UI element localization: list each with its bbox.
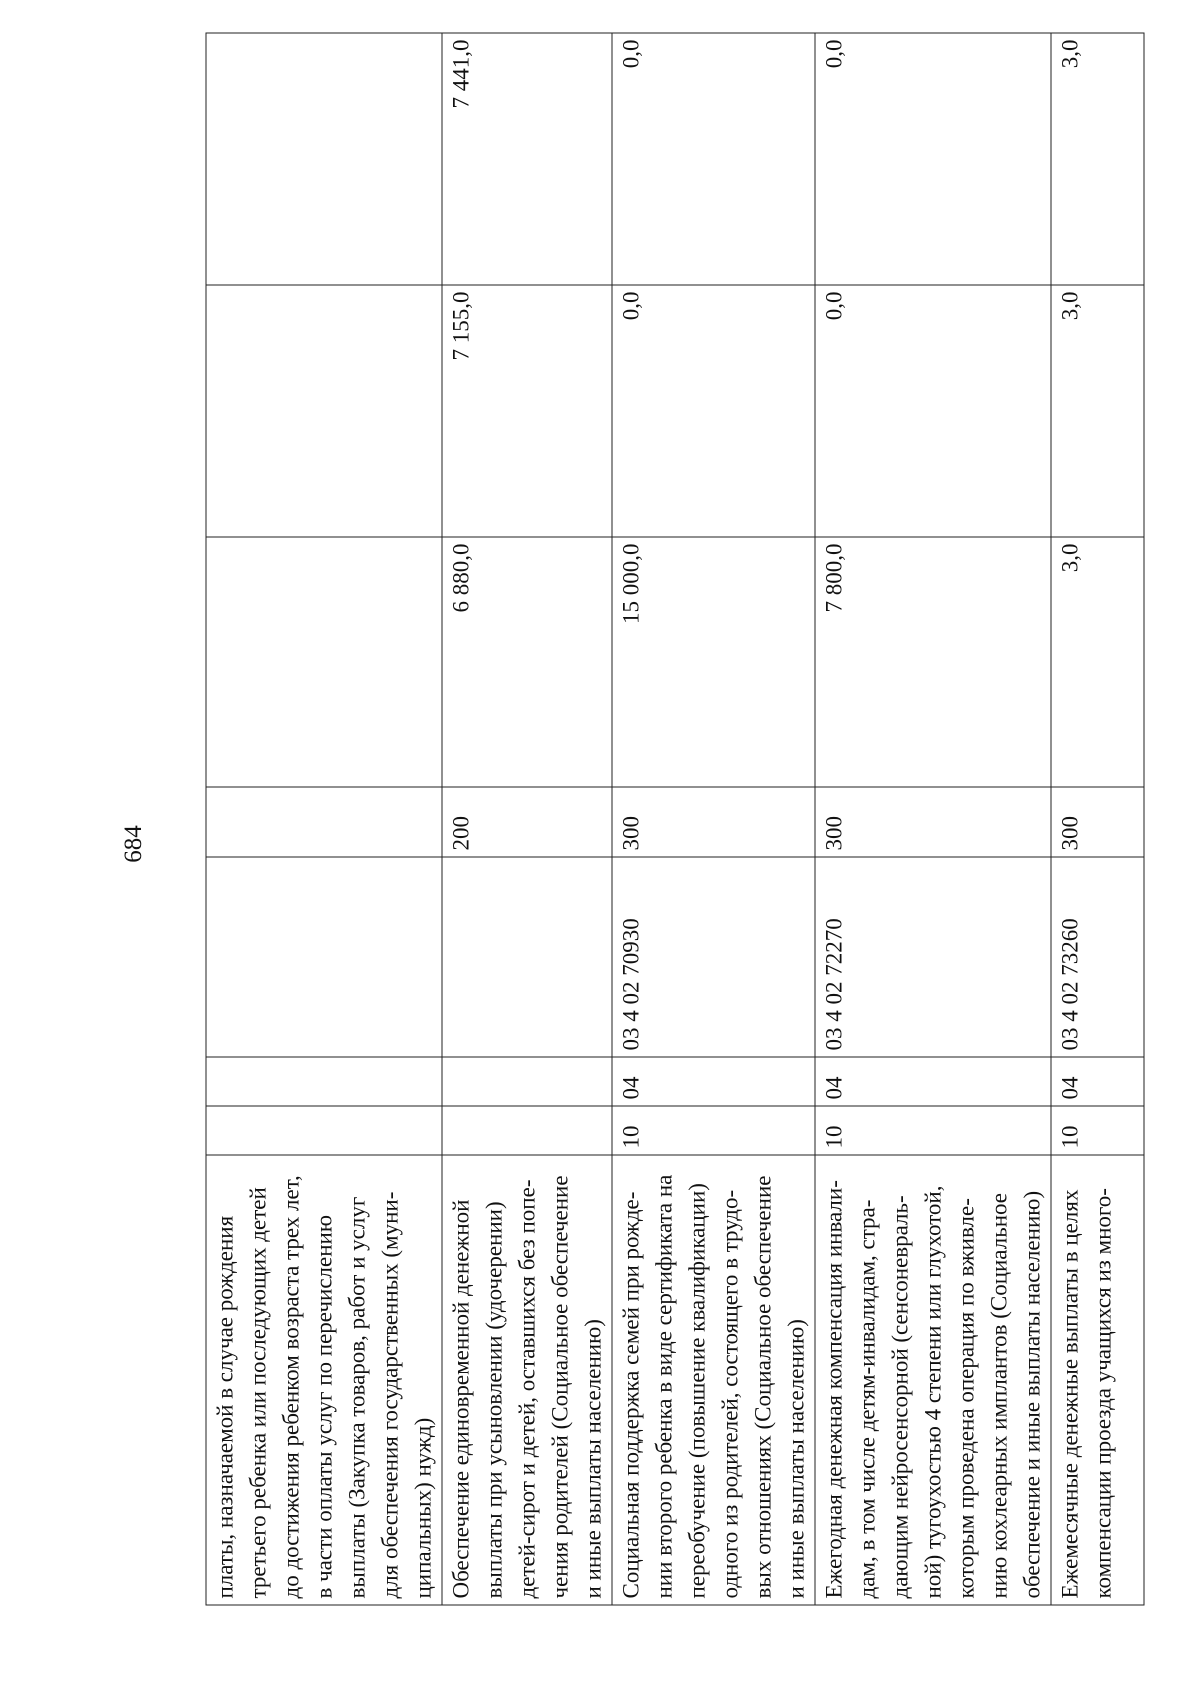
row-target-article: 03 4 02 72270 [815,857,1051,1057]
row-amount-3: 3,0 [1051,33,1144,285]
table-row [1051,33,1144,1605]
row-subsection: 04 [612,1057,815,1106]
table-row [442,33,612,1605]
row-target-article: 03 4 02 70930 [612,857,815,1057]
row-section: 10 [612,1106,815,1155]
row-amount-2: 0,0 [815,285,1051,537]
row-amount-3: 7 441,0 [442,33,612,285]
row-subsection: 04 [815,1057,1051,1106]
row-amount-3: 0,0 [612,33,815,285]
row-subsection: 04 [1051,1057,1144,1106]
row-amount-2: 0,0 [612,285,815,537]
row-amount-1 [206,537,442,787]
budget-table [205,32,1144,1605]
row-description: Социальная поддержка семей при рожде- нии второго ребенка в виде сертификата на переобучение (повышение квалификации) одного из родителей, состоящего в трудо- вых отношениях (Социальное обеспечение и иные выплаты населению) [612,1155,815,1605]
row-section: 10 [815,1106,1051,1155]
row-section [442,1106,612,1155]
row-description: Ежемесячные денежные выплаты в целях компенсации проезда учащихся из много- [1051,1155,1144,1605]
row-amount-3: 0,0 [815,33,1051,285]
row-subsection [442,1057,612,1106]
table-row [206,33,442,1605]
row-amount-1: 7 800,0 [815,537,1051,787]
row-amount-2: 3,0 [1051,285,1144,537]
row-target-article [206,857,442,1057]
table-row [612,33,815,1605]
row-amount-3 [206,33,442,285]
row-amount-1: 15 000,0 [612,537,815,787]
table-row [815,33,1051,1605]
row-description: Обеспечение единовременной денежной выплаты при усыновлении (удочерении) детей-сирот и детей, оставшихся без попе- чения родителей (Социальное обеспечение и иные выплаты населению) [442,1155,612,1605]
row-expense-type: 300 [1051,787,1144,857]
row-target-article [442,857,612,1057]
row-target-article: 03 4 02 73260 [1051,857,1144,1057]
row-amount-2 [206,285,442,537]
row-description: Ежегодная денежная компенсация инвали- дам, в том числе детям-инвалидам, стра- дающим нейросенсорной (сенсоневраль- ной) тугоухостью 4 степени или глухотой, которым проведена операция по вживле- нию кохлеарных имплантов (Социальное обеспечение и иные выплаты населению) [815,1155,1051,1605]
page-number: 684 [120,825,147,863]
row-subsection [206,1057,442,1106]
row-section [206,1106,442,1155]
row-expense-type: 200 [442,787,612,857]
row-amount-2: 7 155,0 [442,285,612,537]
row-description: платы, назначаемой в случае рождения третьего ребенка или последующих детей до достижения ребенком возраста трех лет, в части оплаты услуг по перечислению выплаты (Закупка товаров, работ и услуг для обеспечения государственных (муни- ципальных) нужд) [206,1155,442,1605]
row-expense-type: 300 [815,787,1051,857]
row-amount-1: 3,0 [1051,537,1144,787]
row-expense-type: 300 [612,787,815,857]
row-section: 10 [1051,1106,1144,1155]
row-expense-type [206,787,442,857]
budget-table-rotated [205,33,1120,1605]
row-amount-1: 6 880,0 [442,537,612,787]
